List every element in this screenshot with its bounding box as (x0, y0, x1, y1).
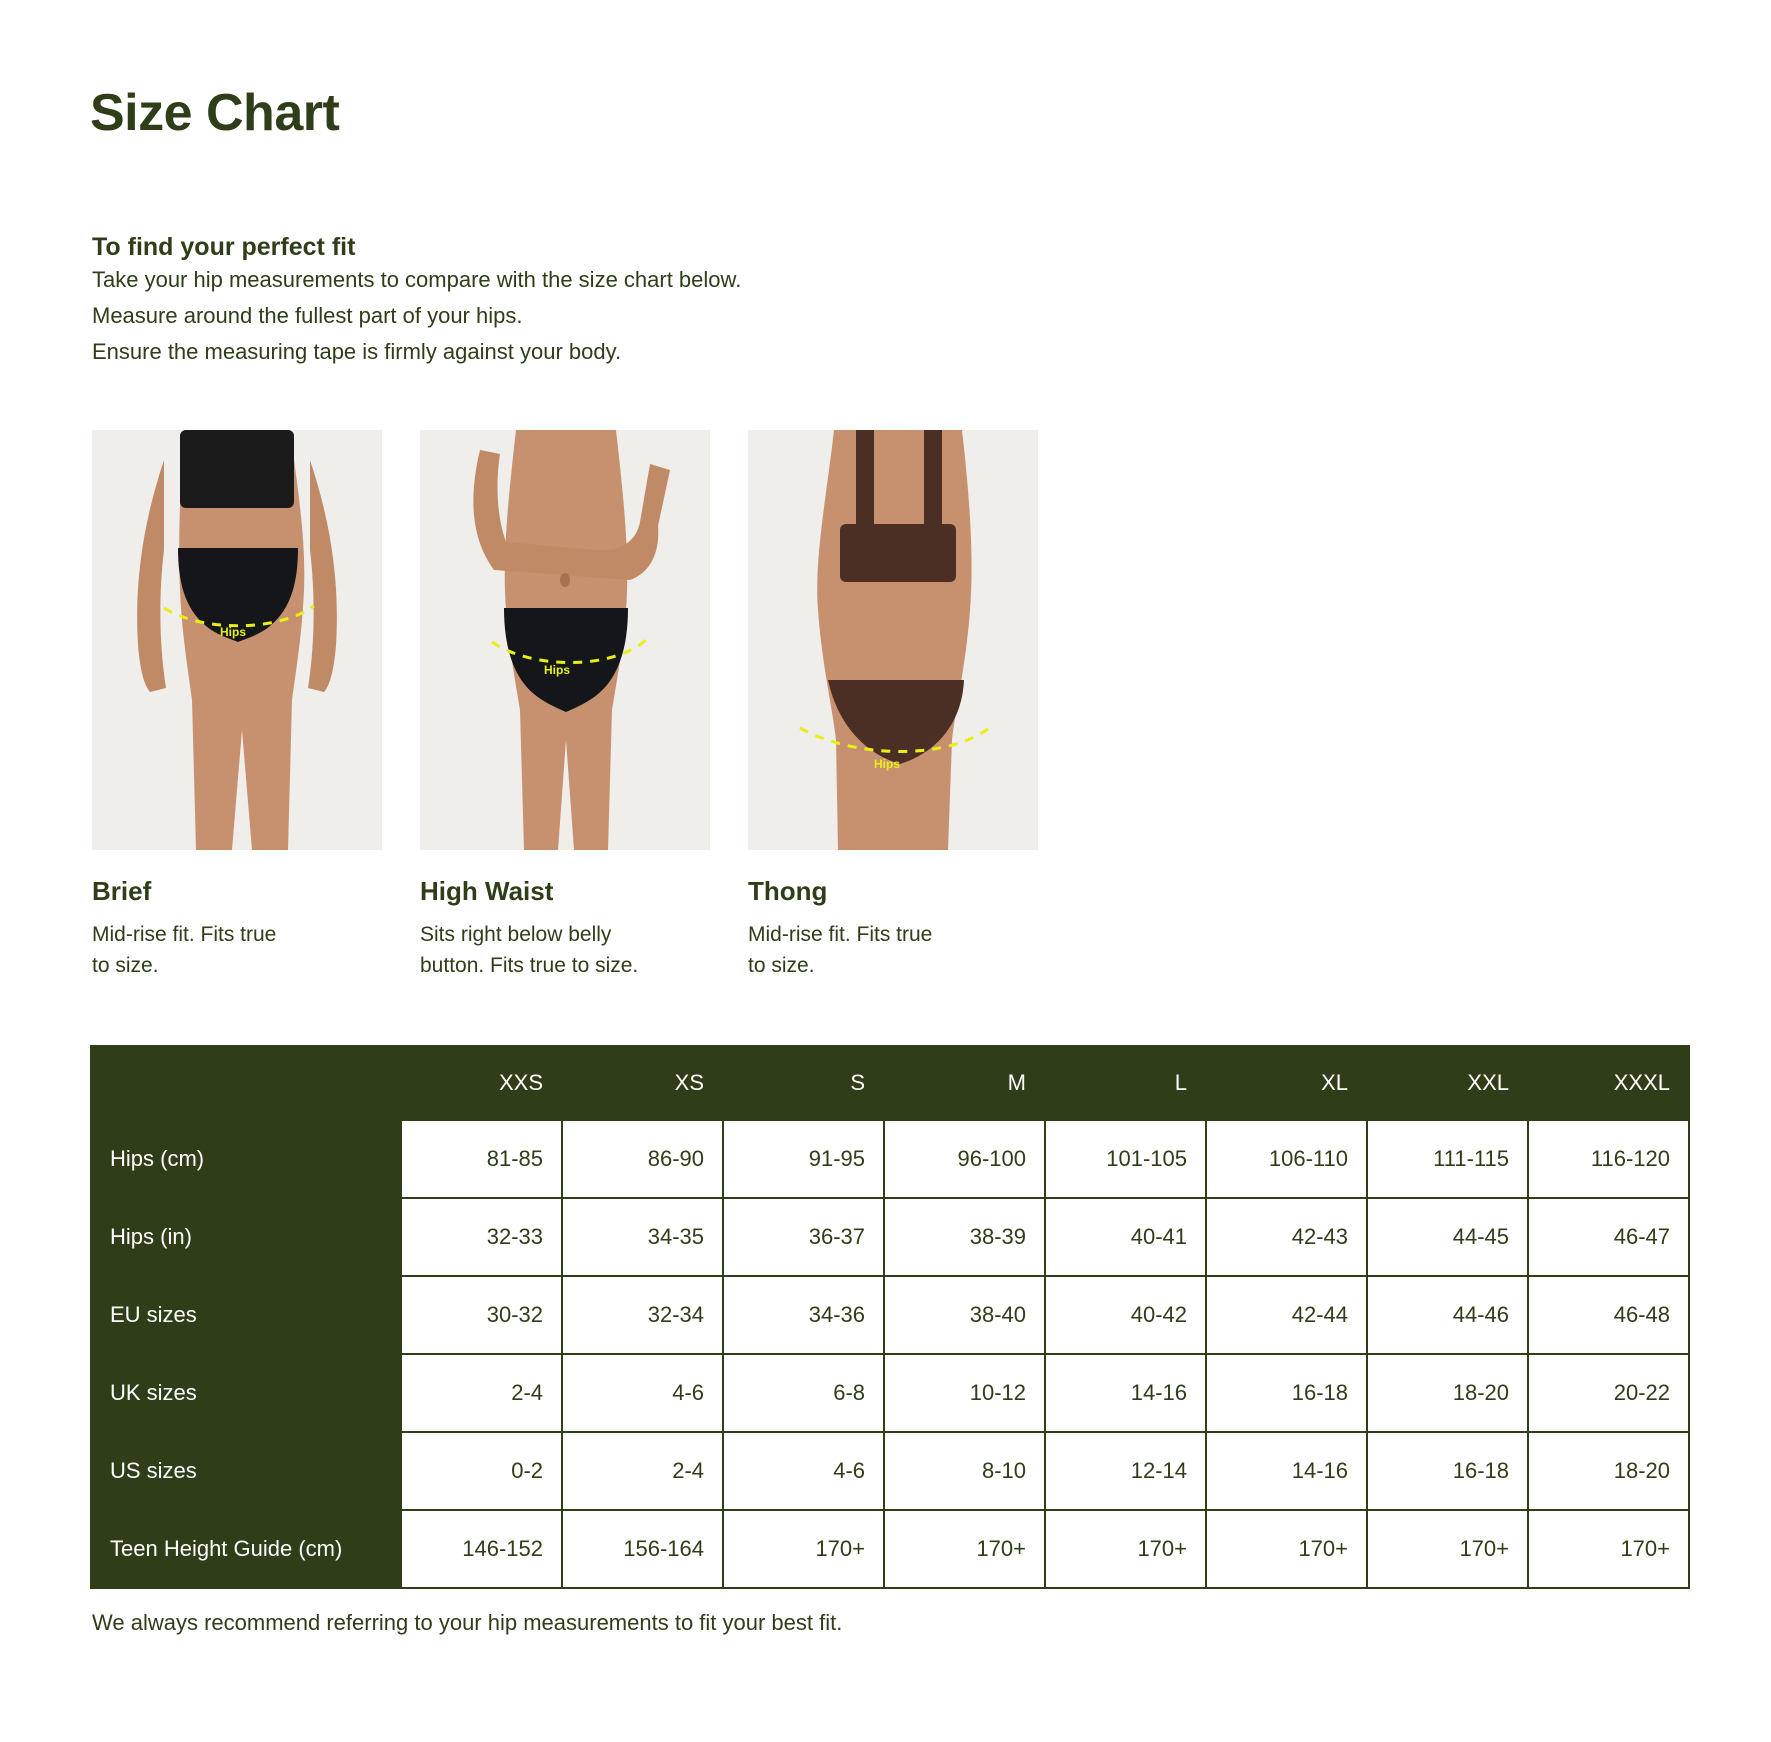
column-header-xxl: XXL (1367, 1046, 1528, 1120)
cell-teen-s: 170+ (723, 1510, 884, 1588)
table-row (91, 1198, 1689, 1276)
size-table-header-row (91, 1046, 1689, 1120)
cell-eu-xs: 32-34 (562, 1276, 723, 1354)
intro-line-1: Take your hip measurements to compare with the size chart below. (92, 267, 742, 292)
row-label-uk-sizes: UK sizes (91, 1354, 401, 1432)
cell-us-xxs: 0-2 (401, 1432, 562, 1510)
intro-text (92, 262, 741, 370)
cell-uk-m: 10-12 (884, 1354, 1045, 1432)
cell-us-m: 8-10 (884, 1432, 1045, 1510)
cell-us-s: 4-6 (723, 1432, 884, 1510)
brief-photo (92, 430, 382, 850)
cell-uk-xl: 16-18 (1206, 1354, 1367, 1432)
footnote-text: We always recommend referring to your hip measurements to fit your best fit. (92, 1610, 843, 1635)
table-corner-cell (91, 1046, 401, 1120)
brief-hips-label: Hips (220, 625, 247, 639)
fit-style-cards (92, 430, 1692, 981)
cell-us-l: 12-14 (1045, 1432, 1206, 1510)
column-header-xxs: XXS (401, 1046, 562, 1120)
column-header-l: L (1045, 1046, 1206, 1120)
fit-card-desc-thong (748, 919, 1038, 981)
cell-us-xxl: 16-18 (1367, 1432, 1528, 1510)
cell-hips-in-l: 40-41 (1045, 1198, 1206, 1276)
cell-uk-l: 14-16 (1045, 1354, 1206, 1432)
cell-hips-cm-xxs: 81-85 (401, 1120, 562, 1198)
table-row (91, 1120, 1689, 1198)
cell-uk-xxs: 2-4 (401, 1354, 562, 1432)
thong-photo (748, 430, 1038, 850)
cell-eu-xxxl: 46-48 (1528, 1276, 1689, 1354)
size-table-body (91, 1120, 1689, 1588)
cell-teen-xl: 170+ (1206, 1510, 1367, 1588)
cell-hips-in-xxs: 32-33 (401, 1198, 562, 1276)
high-waist-desc-line-2: button. Fits true to size. (420, 954, 639, 977)
size-table-head (91, 1046, 1689, 1120)
table-row (91, 1276, 1689, 1354)
row-label-us-sizes: US sizes (91, 1432, 401, 1510)
fit-card-desc-brief (92, 919, 382, 981)
fit-card-thong (748, 430, 1038, 981)
cell-teen-xxs: 146-152 (401, 1510, 562, 1588)
cell-teen-m: 170+ (884, 1510, 1045, 1588)
cell-us-xs: 2-4 (562, 1432, 723, 1510)
brief-desc-line-2: to size. (92, 954, 159, 977)
fit-card-title-brief: Brief (92, 876, 152, 906)
column-header-xl: XL (1206, 1046, 1367, 1120)
cell-teen-l: 170+ (1045, 1510, 1206, 1588)
fit-card-desc-high-waist (420, 919, 710, 981)
row-label-hips-cm: Hips (cm) (91, 1120, 401, 1198)
high-waist-hips-label: Hips (544, 663, 571, 677)
thong-illustration (748, 430, 1038, 850)
size-table-container (90, 1045, 1690, 1589)
fit-card-high-waist (420, 430, 710, 981)
cell-uk-xs: 4-6 (562, 1354, 723, 1432)
row-label-eu-sizes: EU sizes (91, 1276, 401, 1354)
column-header-xxxl: XXXL (1528, 1046, 1689, 1120)
intro-line-2: Measure around the fullest part of your hips. (92, 303, 523, 328)
fit-card-title-high-waist: High Waist (420, 876, 554, 906)
table-row (91, 1432, 1689, 1510)
cell-hips-in-xl: 42-43 (1206, 1198, 1367, 1276)
table-row (91, 1510, 1689, 1588)
cell-us-xl: 14-16 (1206, 1432, 1367, 1510)
cell-eu-xl: 42-44 (1206, 1276, 1367, 1354)
cell-hips-cm-m: 96-100 (884, 1120, 1045, 1198)
page-title: Size Chart (90, 83, 340, 142)
cell-eu-s: 34-36 (723, 1276, 884, 1354)
column-header-s: S (723, 1046, 884, 1120)
cell-uk-xxxl: 20-22 (1528, 1354, 1689, 1432)
row-label-teen-height-guide: Teen Height Guide (cm) (91, 1510, 401, 1588)
cell-hips-cm-s: 91-95 (723, 1120, 884, 1198)
cell-hips-in-xxxl: 46-47 (1528, 1198, 1689, 1276)
column-header-xs: XS (562, 1046, 723, 1120)
thong-hips-label: Hips (874, 757, 901, 771)
intro-line-3: Ensure the measuring tape is firmly against your body. (92, 339, 622, 364)
cell-hips-cm-xxl: 111-115 (1367, 1120, 1528, 1198)
cell-teen-xxl: 170+ (1367, 1510, 1528, 1588)
brief-desc-line-1: Mid-rise fit. Fits true (92, 923, 277, 946)
cell-hips-cm-xxxl: 116-120 (1528, 1120, 1689, 1198)
size-table (90, 1045, 1690, 1589)
cell-eu-m: 38-40 (884, 1276, 1045, 1354)
thong-desc-line-2: to size. (748, 954, 815, 977)
cell-us-xxxl: 18-20 (1528, 1432, 1689, 1510)
high-waist-desc-line-1: Sits right below belly (420, 923, 612, 946)
fit-card-title-thong: Thong (748, 876, 828, 906)
table-row (91, 1354, 1689, 1432)
cell-hips-cm-xl: 106-110 (1206, 1120, 1367, 1198)
cell-hips-in-m: 38-39 (884, 1198, 1045, 1276)
column-header-m: M (884, 1046, 1045, 1120)
thong-desc-line-1: Mid-rise fit. Fits true (748, 923, 933, 946)
cell-teen-xs: 156-164 (562, 1510, 723, 1588)
section-heading-perfect-fit: To find your perfect fit (92, 232, 356, 261)
cell-hips-cm-xs: 86-90 (562, 1120, 723, 1198)
cell-hips-cm-l: 101-105 (1045, 1120, 1206, 1198)
cell-teen-xxxl: 170+ (1528, 1510, 1689, 1588)
cell-uk-s: 6-8 (723, 1354, 884, 1432)
high-waist-illustration (420, 430, 710, 850)
cell-eu-l: 40-42 (1045, 1276, 1206, 1354)
fit-card-brief (92, 430, 382, 981)
brief-illustration (92, 430, 382, 850)
row-label-hips-in: Hips (in) (91, 1198, 401, 1276)
cell-eu-xxs: 30-32 (401, 1276, 562, 1354)
cell-uk-xxl: 18-20 (1367, 1354, 1528, 1432)
cell-hips-in-xs: 34-35 (562, 1198, 723, 1276)
cell-hips-in-xxl: 44-45 (1367, 1198, 1528, 1276)
cell-hips-in-s: 36-37 (723, 1198, 884, 1276)
cell-eu-xxl: 44-46 (1367, 1276, 1528, 1354)
high-waist-photo (420, 430, 710, 850)
